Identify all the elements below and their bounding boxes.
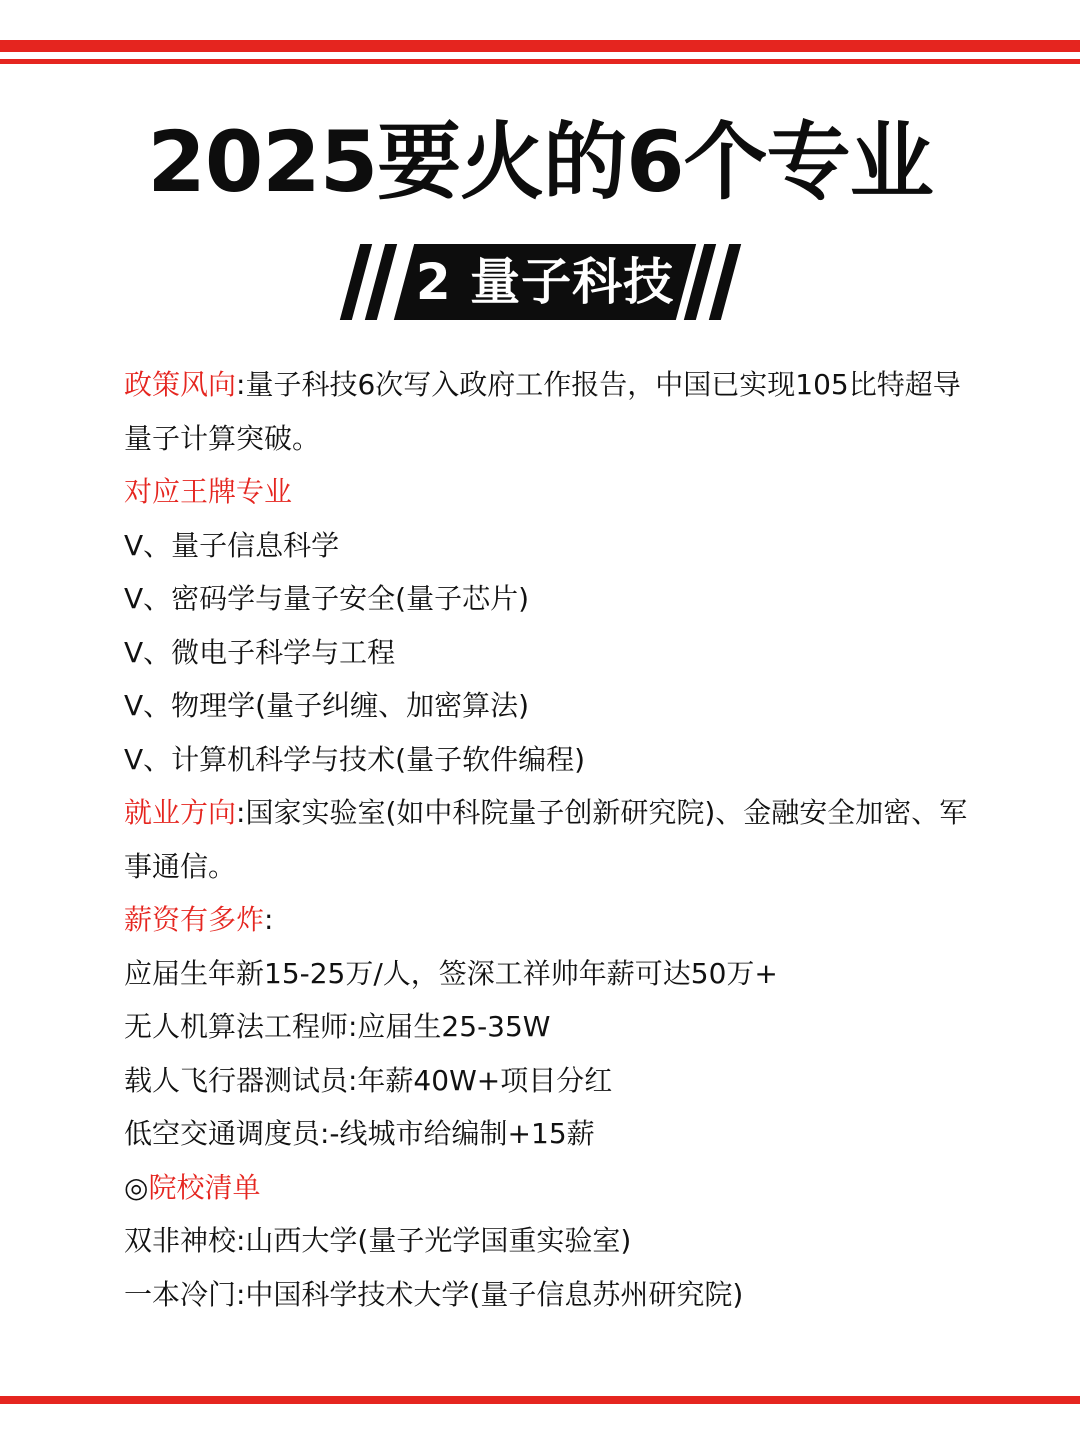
banner-title: 2 量子科技	[415, 253, 675, 311]
career-text: :国家实验室(如中科院量子创新研究院)、金融安全加密、军事通信。	[124, 796, 968, 883]
salary-line: 载人飞行器测试员:年薪40W+项目分红	[124, 1063, 613, 1097]
policy-text: :量子科技6次写入政府工作报告，中国已实现105比特超导量子计算突破。	[124, 368, 961, 455]
major-item: V、计算机科学与技术(量子软件编程)	[124, 742, 586, 776]
policy-label: 政策风向	[124, 368, 237, 401]
top-stripe-thin	[0, 59, 1080, 64]
major-item: V、物理学(量子纠缠、加密算法)	[124, 689, 530, 722]
bottom-stripe	[0, 1396, 1080, 1404]
majors-heading: 对应王牌专业	[124, 475, 293, 508]
top-stripe-thick	[0, 40, 1080, 52]
article-body	[124, 358, 974, 1321]
policy-paragraph	[124, 358, 974, 465]
target-icon: ◎	[124, 1170, 149, 1204]
salary-line: 低空交通调度员:-线城市给编制+15薪	[124, 1117, 595, 1150]
major-item: V、微电子科学与工程	[124, 635, 396, 669]
school-line: 双非神校:山西大学(量子光学国重实验室)	[124, 1224, 632, 1257]
career-paragraph	[124, 786, 974, 893]
salary-colon: :	[264, 903, 274, 936]
banner-slash-right-outer	[709, 244, 741, 320]
major-item: V、量子信息科学	[124, 528, 340, 562]
section-banner	[0, 244, 1080, 320]
schools-label: 院校清单	[148, 1170, 261, 1204]
page-title: 2025要火的6个专业	[147, 113, 933, 211]
salary-line: 无人机算法工程师:应届生25-35W	[124, 1010, 551, 1043]
career-label: 就业方向	[124, 796, 237, 829]
banner-slash-left-inner	[365, 244, 397, 320]
salary-heading	[124, 893, 974, 947]
schools-heading	[124, 1161, 974, 1215]
major-item: V、密码学与量子安全(量子芯片)	[124, 582, 530, 615]
salary-label: 薪资有多炸	[124, 903, 265, 936]
school-line: 一本冷门:中国科学技术大学(量子信息苏州研究院)	[124, 1277, 744, 1311]
salary-line: 应届生年新15-25万/人，签深工祥帅年薪可达50万+	[124, 956, 778, 990]
